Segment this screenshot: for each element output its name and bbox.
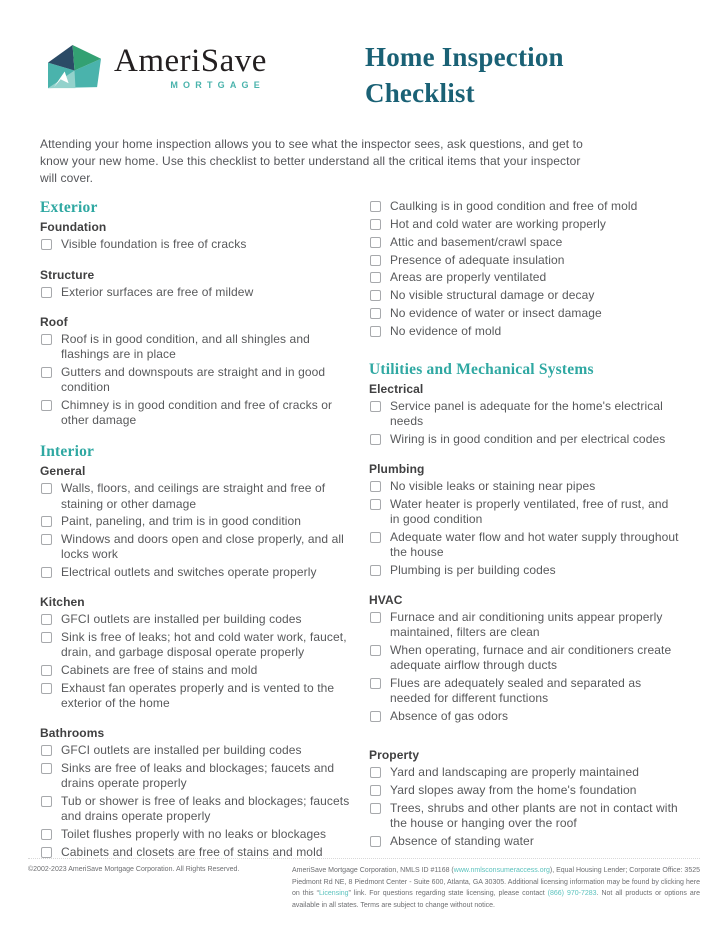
checklist-item-text: No evidence of water or insect damage (390, 305, 602, 320)
checklist-item (369, 235, 680, 250)
checklist-item (369, 479, 680, 494)
checkbox-icon[interactable] (370, 219, 381, 230)
intro-paragraph: Attending your home inspection allows you to see what the inspector sees, ask questions, and get to know your new home. Use this checklist to better understand all the critical items that your inspector will cover. (40, 137, 583, 186)
checkbox-icon[interactable] (41, 334, 52, 345)
checkbox-icon[interactable] (41, 829, 52, 840)
checklist-item-text: Cabinets are free of stains and mold (61, 662, 258, 677)
checkbox-icon[interactable] (370, 612, 381, 623)
checklist-item-text: Windows and doors open and close properly, and all locks work (61, 532, 344, 562)
checklist-group-plumbing (369, 462, 680, 578)
legal-text (292, 865, 700, 911)
checklist-item-text: No evidence of mold (390, 323, 502, 338)
checklist-group-property (369, 748, 680, 849)
section-interior (40, 443, 351, 859)
checklist-item (40, 681, 351, 711)
page-title-line1: Home Inspection (365, 42, 564, 72)
checklist-item (40, 612, 351, 627)
checklist-item-text: Visible foundation is free of cracks (61, 237, 247, 252)
checklist-group-electrical (369, 382, 680, 447)
checklist-item-text: Electrical outlets and switches operate properly (61, 565, 317, 580)
checkbox-icon[interactable] (41, 763, 52, 774)
checklist-item-text: Paint, paneling, and trim is in good condition (61, 514, 302, 529)
checklist-item (369, 563, 680, 578)
checklist-item-text: GFCI outlets are installed per building codes (61, 743, 302, 758)
checklist-item (369, 765, 680, 780)
checklist-item (40, 285, 351, 300)
checklist-item-text: When operating, furnace and air conditioners create adequate airflow through ducts (390, 642, 672, 673)
page-title-line2: Checklist (365, 77, 475, 108)
group-label: HVAC (369, 592, 403, 607)
copyright-text: ©2002-2023 AmeriSave Mortgage Corporation. All Rights Reserved. (28, 866, 240, 873)
checklist-item-text: Gutters and downspouts are straight and in good condition (61, 364, 326, 395)
checklist-item (40, 332, 351, 362)
checklist-item (369, 783, 680, 798)
checklist-group-kitchen (40, 595, 351, 711)
section-heading-exterior: Exterior (40, 199, 98, 217)
checkbox-icon[interactable] (370, 678, 381, 689)
checklist-item-text: No visible structural damage or decay (390, 288, 595, 303)
checkbox-icon[interactable] (41, 567, 52, 578)
checkbox-icon[interactable] (370, 290, 381, 301)
checklist-item-text: Absence of standing water (390, 833, 534, 848)
checkbox-icon[interactable] (41, 847, 52, 858)
checklist-item (369, 399, 680, 429)
checkbox-icon[interactable] (41, 400, 52, 411)
checklist-group-bathrooms (40, 726, 351, 860)
checkbox-icon[interactable] (370, 237, 381, 248)
checkbox-icon[interactable] (370, 401, 381, 412)
checklist-group-foundation (40, 220, 351, 252)
checkbox-icon[interactable] (41, 796, 52, 807)
checkbox-icon[interactable] (370, 785, 381, 796)
checkbox-icon[interactable] (370, 645, 381, 656)
checklist-item (369, 432, 680, 447)
legal-text-segment: ), Equal Housing Lender; Corporate Office: 3525 Piedmont Rd NE, 8 Piedmont Center - Suite 600, Atlanta, GA 30305. Additional licensing information may be found by clicking here on this “ (292, 867, 700, 898)
checklist-item-text: Tub or shower is free of leaks and blockages; faucets and drains operate properly (61, 793, 350, 824)
checkbox-icon[interactable] (41, 239, 52, 250)
checklist-item-text: Trees, shrubs and other plants are not in contact with the house or hanging over the roof (390, 800, 678, 830)
checklist-item (369, 253, 680, 268)
checklist-item-text: Hot and cold water are working properly (390, 217, 607, 232)
checklist-item-text: Water heater is properly ventilated, free of rust, and in good condition (390, 496, 669, 527)
checkbox-icon[interactable] (41, 534, 52, 545)
checklist-group-hvac (369, 593, 680, 724)
checklist-item (369, 497, 680, 527)
checklist-item-text: Service panel is adequate for the home's electrical needs (390, 398, 663, 429)
checklist-item-text: Areas are properly ventilated (390, 270, 547, 285)
checkbox-icon[interactable] (370, 326, 381, 337)
checklist-item-text: Exhaust fan operates properly and is vented to the exterior of the home (61, 680, 335, 710)
checkbox-icon[interactable] (41, 287, 52, 298)
checkbox-icon[interactable] (370, 272, 381, 283)
group-label: Property (369, 748, 420, 763)
checklist-item-text: Cabinets and closets are free of stains and mold (61, 844, 323, 859)
group-label: Kitchen (40, 595, 85, 610)
checklist-item-text: Wiring is in good condition and per electrical codes (390, 431, 666, 446)
checklist-item (40, 827, 351, 842)
checklist-item-text: Absence of gas odors (390, 708, 509, 723)
checkbox-icon[interactable] (41, 632, 52, 643)
legal-text-segment: . Not all products or options are available in all states. Terms are subject to change without notice. (292, 890, 700, 909)
legal-text-segment: ” link. For questions regarding state licensing, please contact (348, 890, 548, 898)
checklist-item (369, 288, 680, 303)
checklist-item (40, 514, 351, 529)
amerisave-logo (46, 44, 267, 97)
checklist-item-text: Yard slopes away from the home's foundation (390, 782, 637, 797)
checklist-item (40, 761, 351, 791)
column-left (40, 199, 351, 874)
legal-link[interactable]: www.nmlsconsumeraccess.org (453, 867, 550, 874)
checklist-group-roof (40, 315, 351, 428)
checkbox-icon[interactable] (370, 711, 381, 722)
checklist-item-text: Caulking is in good condition and free of mold (390, 199, 638, 214)
checklist-item-text: Walls, floors, and ceilings are straight and free of staining or other damage (61, 481, 326, 511)
checklist-group-continued (369, 199, 680, 338)
section-continued (369, 199, 680, 338)
checklist-item (369, 643, 680, 673)
section-heading-utilities-and-mechanical-systems: Utilities and Mechanical Systems (369, 360, 594, 378)
checkbox-icon[interactable] (41, 745, 52, 756)
checkbox-icon[interactable] (370, 565, 381, 576)
group-label: Bathrooms (40, 726, 105, 741)
checkbox-icon[interactable] (41, 516, 52, 527)
checkbox-icon[interactable] (370, 836, 381, 847)
checkbox-icon[interactable] (41, 614, 52, 625)
checklist-item (369, 610, 680, 640)
group-label: General (40, 464, 86, 479)
checklist-item (40, 630, 351, 660)
amerisave-logo-icon (46, 44, 103, 97)
checkbox-icon[interactable] (370, 481, 381, 492)
checkbox-icon[interactable] (41, 683, 52, 694)
checklist-item-text: Flues are adequately sealed and separated as needed for different functions (390, 675, 642, 706)
checklist-item-text: Plumbing is per building codes (390, 562, 556, 577)
group-label: Structure (40, 267, 95, 282)
legal-link[interactable]: (866) 970-7283 (547, 890, 597, 898)
section-exterior (40, 199, 351, 428)
checklist-item (369, 709, 680, 724)
checkbox-icon[interactable] (370, 308, 381, 319)
checklist-columns (40, 199, 680, 874)
checkbox-icon[interactable] (41, 367, 52, 378)
footer (28, 858, 700, 911)
checklist-item (369, 270, 680, 285)
checklist-item (40, 532, 351, 562)
checklist-item (40, 565, 351, 580)
checkbox-icon[interactable] (370, 532, 381, 543)
checklist-item (369, 676, 680, 706)
checklist-item (40, 743, 351, 758)
section-heading-interior: Interior (40, 443, 95, 461)
logo-wordmark: AmeriSave (114, 43, 267, 79)
checkbox-icon[interactable] (370, 499, 381, 510)
group-label: Plumbing (369, 462, 425, 477)
column-right (369, 199, 680, 874)
checklist-item-text: Sinks are free of leaks and blockages; faucets and drains operate properly (61, 760, 335, 791)
checklist-item-text: Sink is free of leaks; hot and cold water work, faucet, drain, and garbage disposal operate properly (61, 629, 347, 660)
checklist-item (369, 217, 680, 232)
checkbox-icon[interactable] (370, 201, 381, 212)
logo-text (114, 44, 267, 90)
legal-text-segment: AmeriSave Mortgage Corporation, NMLS ID #1168 ( (292, 867, 454, 874)
checklist-item (40, 663, 351, 678)
checklist-item (369, 834, 680, 849)
checklist-item (369, 530, 680, 560)
logo-tagline: MORTGAGE (170, 79, 265, 90)
checklist-item (369, 306, 680, 321)
checklist-item (40, 365, 351, 395)
checklist-item-text: Attic and basement/crawl space (390, 234, 563, 249)
checklist-group-general (40, 464, 351, 580)
checkbox-icon[interactable] (41, 665, 52, 676)
checklist-item (40, 481, 351, 511)
legal-link[interactable]: Licensing (318, 890, 349, 898)
checklist-item-text: Yard and landscaping are properly maintained (390, 765, 639, 780)
checkbox-icon[interactable] (370, 255, 381, 266)
checkbox-icon[interactable] (370, 767, 381, 778)
checkbox-icon[interactable] (370, 434, 381, 445)
checklist-item-text: Toilet flushes properly with no leaks or blockages (61, 826, 327, 841)
checklist-item-text: Exterior surfaces are free of mildew (61, 284, 254, 299)
group-label: Electrical (369, 381, 424, 396)
group-label: Foundation (40, 220, 107, 235)
section-utilities-and-mechanical-systems (369, 361, 680, 849)
header (40, 42, 680, 130)
checkbox-icon[interactable] (41, 483, 52, 494)
checklist-item (40, 237, 351, 252)
checklist-item-text: Roof is in good condition, and all shingles and flashings are in place (61, 331, 310, 362)
checklist-item-text: Furnace and air conditioning units appear properly maintained, filters are clean (390, 609, 663, 640)
checklist-item (40, 398, 351, 428)
checklist-item-text: No visible leaks or staining near pipes (390, 479, 596, 494)
checklist-item-text: Chimney is in good condition and free of cracks or other damage (61, 397, 333, 428)
checklist-item-text: GFCI outlets are installed per building codes (61, 612, 302, 627)
checklist-group-structure (40, 268, 351, 300)
page-title (365, 40, 564, 112)
checklist-item (40, 794, 351, 824)
checklist-item (369, 199, 680, 214)
group-label: Roof (40, 314, 68, 329)
checklist-item (369, 324, 680, 339)
checklist-item-text: Presence of adequate insulation (390, 252, 565, 267)
checklist-item-text: Adequate water flow and hot water supply throughout the house (390, 529, 679, 559)
checklist-item (369, 801, 680, 831)
checkbox-icon[interactable] (370, 803, 381, 814)
